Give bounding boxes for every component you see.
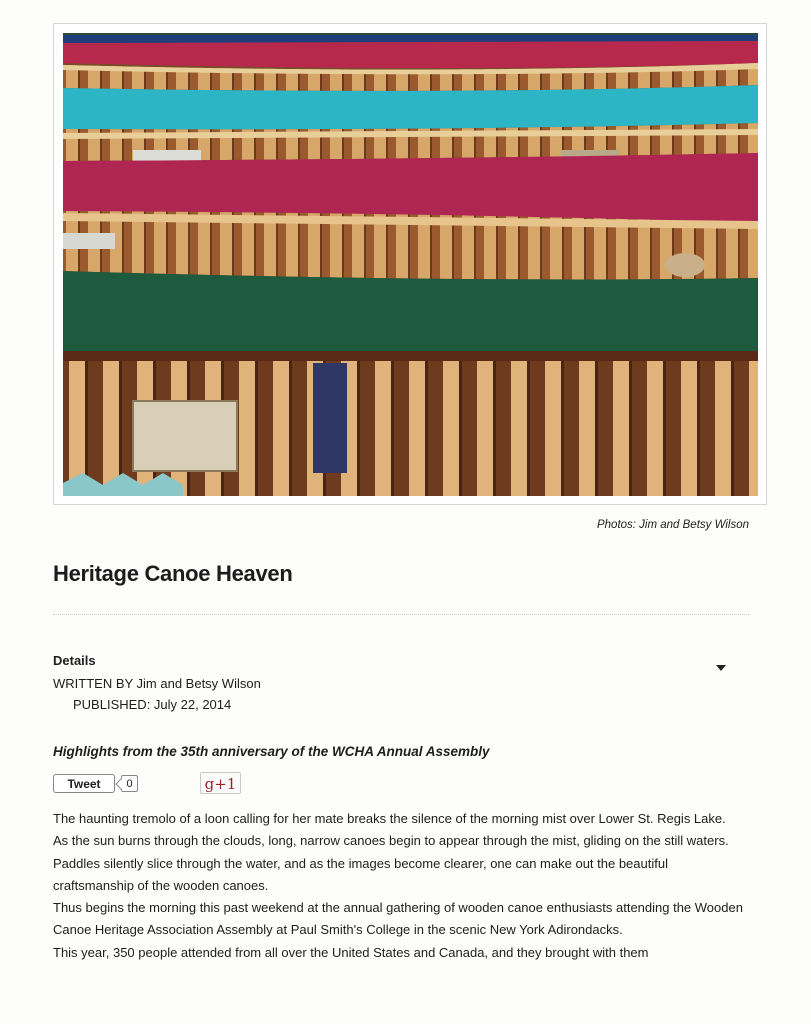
- canoes-photo: [63, 33, 758, 496]
- google-plus-button[interactable]: g+1: [200, 772, 241, 794]
- tweet-count: 0: [121, 775, 138, 792]
- paragraph: Thus begins the morning this past weekend at the annual gathering of wooden canoe enthusiasts attending the Wooden Canoe Heritage Association Assembly at Paul Smith's College in the scenic New York Adirondacks.: [53, 900, 743, 938]
- tweet-button[interactable]: Tweet: [53, 774, 115, 793]
- canoe-hull-teal: [63, 85, 758, 129]
- title-divider: [53, 614, 749, 615]
- article-title: Heritage Canoe Heaven: [53, 561, 293, 586]
- paragraph: This year, 350 people attended from all over the United States and Canada, and they brought with them: [53, 944, 649, 960]
- paragraph: The haunting tremolo of a loon calling for her mate breaks the silence of the morning mist over Lower St. Regis Lake. As the sun burns through the clouds, long, narrow canoes begin to appear through the mist, gliding on the still waters. Paddles silently slice through the water, and as the images become clearer, one can make out the beautiful craftsmanship of the wooden canoes.: [53, 811, 729, 893]
- author-line: WRITTEN BY Jim and Betsy Wilson: [53, 676, 261, 691]
- article-subtitle: Highlights from the 35th anniversary of the WCHA Annual Assembly: [53, 744, 490, 759]
- canoes-image: [63, 33, 758, 496]
- chevron-down-icon[interactable]: [716, 665, 726, 671]
- article-body: [53, 808, 743, 964]
- canoe-hull-red: [63, 41, 758, 68]
- published-date: PUBLISHED: July 22, 2014: [73, 697, 232, 712]
- photo-frame: [53, 23, 767, 505]
- details-label: Details: [53, 653, 96, 668]
- canoe-hull-green: [63, 271, 758, 358]
- photo-caption: Photos: Jim and Betsy Wilson: [596, 519, 749, 531]
